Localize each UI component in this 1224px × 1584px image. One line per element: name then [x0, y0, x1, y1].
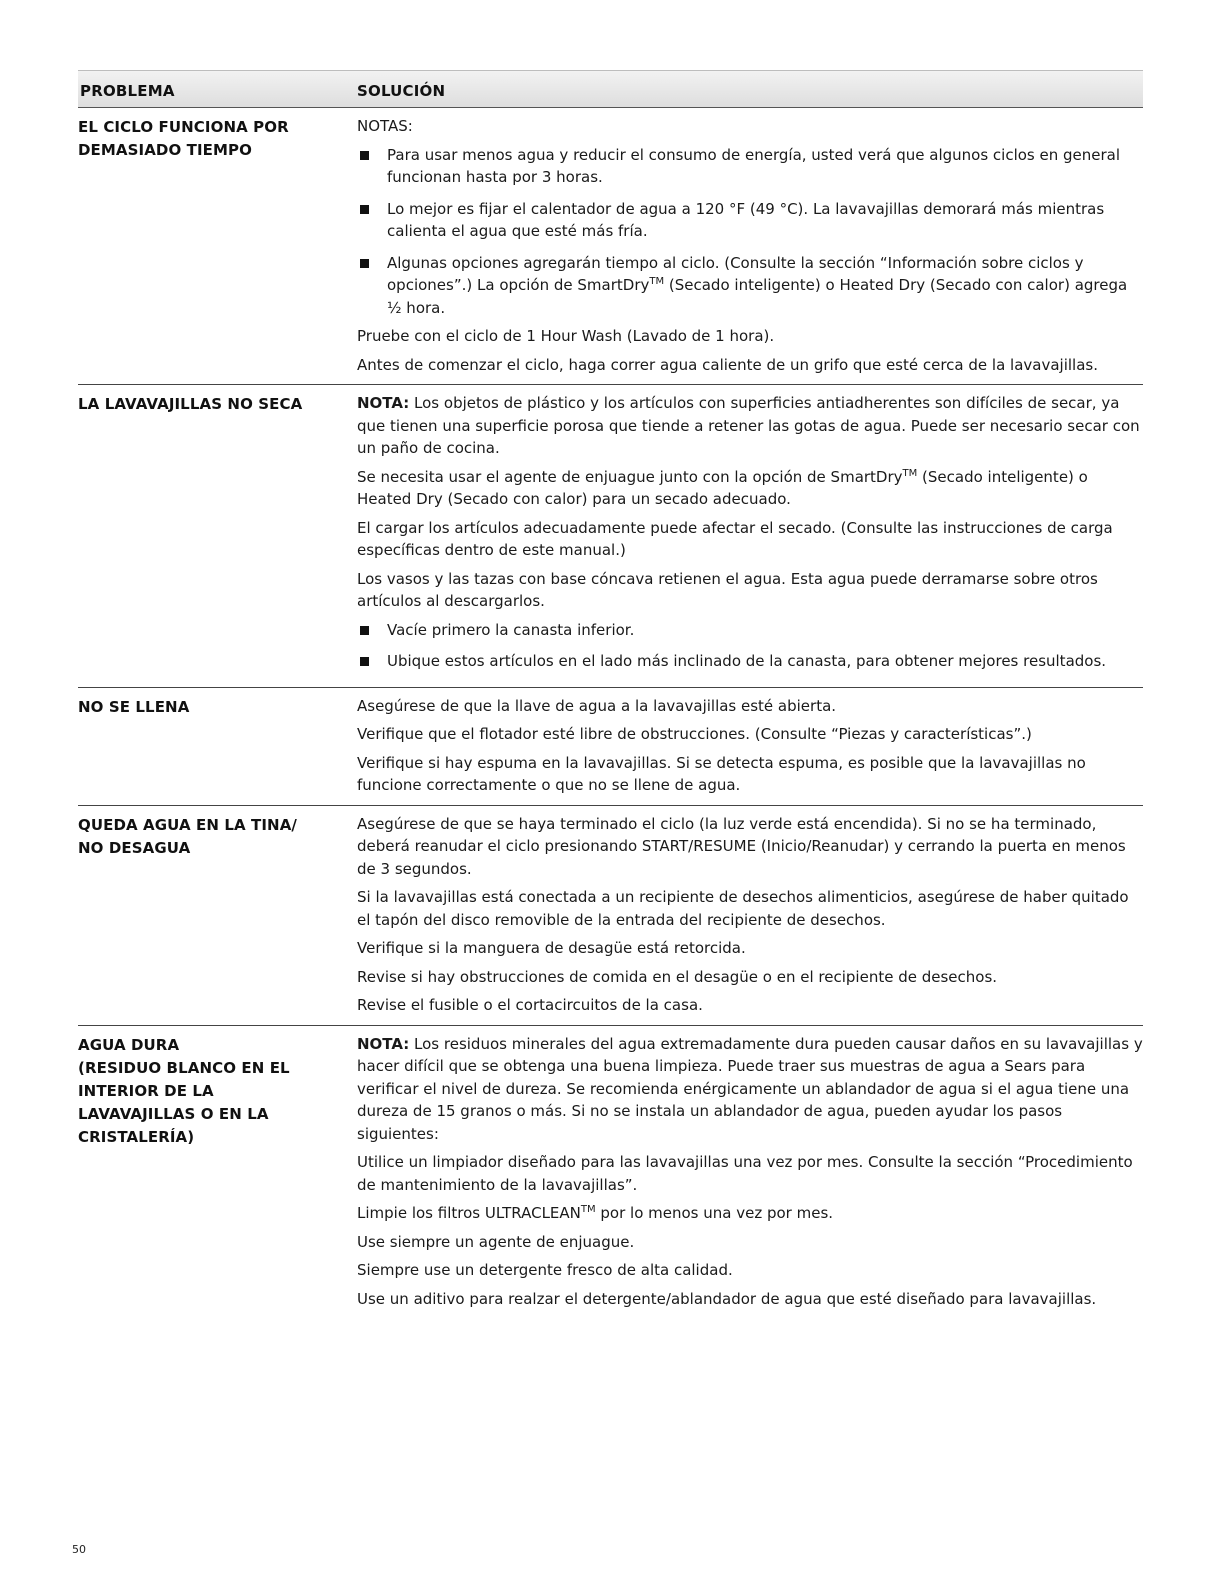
- text: Los residuos minerales del agua extremadamente dura pueden causar daños en su lavavajillas y hacer difícil que se obtenga una buena limpieza. Puede traer sus muestras de agua a Sears para verificar el nivel de dureza. Se recomienda enérgicamente un ablandador de agua si el agua tiene una dureza de 15 granos o más. Si no se instala un ablandador de agua, pueden ayudar los pasos siguientes:: [357, 1034, 1143, 1143]
- paragraph: Antes de comenzar el ciclo, haga correr agua caliente de un grifo que esté cerca de la lavavajillas.: [357, 355, 1098, 374]
- problem-line: LAVAVAJILLAS O EN LA: [78, 1104, 269, 1123]
- problem-cell: [78, 1033, 357, 1311]
- problem-line: DEMASIADO TIEMPO: [78, 141, 252, 159]
- list-item: [357, 252, 1143, 320]
- table-header: [78, 70, 1143, 108]
- paragraph: El cargar los artículos adecuadamente puede afectar el secado. (Consulte las instrucciones de carga específicas dentro de este manual.): [357, 518, 1113, 559]
- problem-cell: [78, 695, 357, 797]
- table-row: [78, 108, 1143, 385]
- trademark: TM: [902, 467, 918, 479]
- trademark: TM: [649, 276, 665, 287]
- paragraph: Verifique si la manguera de desagüe está retorcida.: [357, 939, 746, 957]
- header-problem: PROBLEMA: [80, 82, 175, 100]
- problem-line: (RESIDUO BLANCO EN EL: [78, 1058, 290, 1077]
- text: Los objetos de plástico y los artículos con superficies antiadherentes son difíciles de secar, ya que tienen una superficie porosa que tiende a retener las gotas de agua. Puede ser necesario secar con un paño de cocina.: [357, 394, 1140, 457]
- text: Se necesita usar el agente de enjuague junto con la opción de SmartDry: [357, 467, 903, 486]
- table-row: [78, 806, 1143, 1026]
- text: Limpie los filtros ULTRACLEAN: [357, 1204, 581, 1222]
- table-row: [78, 1026, 1143, 1319]
- paragraph: [357, 1202, 1143, 1225]
- problem-line: INTERIOR DE LA: [78, 1081, 214, 1100]
- solution-cell: [357, 695, 1143, 797]
- problem-line: NO SE LLENA: [78, 697, 190, 716]
- paragraph: Revise el fusible o el cortacircuitos de la casa.: [357, 996, 703, 1014]
- problem-cell: [78, 392, 357, 679]
- problem-line: QUEDA AGUA EN LA TINA/: [78, 815, 297, 834]
- troubleshooting-table: [78, 70, 1143, 1318]
- problem-line: CRISTALERÍA): [78, 1127, 195, 1146]
- solution-cell: [357, 1033, 1143, 1311]
- list-item: Para usar menos agua y reducir el consumo de energía, usted verá que algunos ciclos en general funcionan hasta por 3 horas.: [357, 144, 1143, 189]
- paragraph: Revise si hay obstrucciones de comida en el desagüe o en el recipiente de desechos.: [357, 967, 998, 986]
- text: (Secado inteligente) o Heated Dry (Secado con calor) agrega ½ hora.: [387, 276, 1128, 317]
- note-label: NOTA:: [357, 394, 410, 412]
- text: (Secado inteligente) o Heated Dry (Secado con calor) para un secado adecuado.: [357, 467, 1088, 508]
- problem-line: NO DESAGUA: [78, 838, 191, 857]
- solution-cell: [357, 115, 1143, 376]
- table-row: [78, 688, 1143, 806]
- header-solution: SOLUCIÓN: [357, 82, 446, 100]
- paragraph: Use siempre un agente de enjuague.: [357, 1232, 635, 1251]
- text: por lo menos una vez por mes.: [595, 1204, 834, 1222]
- paragraph: Use un aditivo para realzar el detergente/ablandador de agua que esté diseñado para lavavajillas.: [357, 1289, 1097, 1308]
- note-label: NOTA:: [357, 1034, 410, 1053]
- problem-line: EL CICLO FUNCIONA POR: [78, 118, 289, 136]
- solution-cell: [357, 813, 1143, 1017]
- list-item: Ubique estos artículos en el lado más inclinado de la canasta, para obtener mejores resultados.: [357, 650, 1143, 673]
- problem-cell: [78, 115, 357, 376]
- page-number: 50: [72, 1543, 86, 1556]
- notes-label: NOTAS:: [357, 117, 413, 135]
- text: Algunas opciones agregarán tiempo al ciclo. (Consulte la sección “Información sobre ciclos y opciones”.) La opción de SmartDry: [387, 253, 1084, 294]
- list-item: Lo mejor es fijar el calentador de agua a 120 °F (49 °C). La lavavajillas demorará más mientras calienta el agua que esté más fría.: [357, 198, 1143, 243]
- note-paragraph: [357, 1033, 1143, 1146]
- trademark: TM: [580, 1204, 596, 1215]
- solution-cell: [357, 392, 1143, 679]
- paragraph: Los vasos y las tazas con base cóncava retienen el agua. Esta agua puede derramarse sobre otros artículos al descargarlos.: [357, 569, 1098, 610]
- paragraph: Verifique que el flotador esté libre de obstrucciones. (Consulte “Piezas y características”.): [357, 725, 1032, 743]
- paragraph: Siempre use un detergente fresco de alta calidad.: [357, 1261, 733, 1279]
- problem-line: LA LAVAVAJILLAS NO SECA: [78, 395, 303, 413]
- problem-cell: [78, 813, 357, 1017]
- paragraph: Pruebe con el ciclo de 1 Hour Wash (Lavado de 1 hora).: [357, 327, 775, 345]
- paragraph: Si la lavavajillas está conectada a un recipiente de desechos alimenticios, asegúrese de haber quitado el tapón del disco removible de la entrada del recipiente de desechos.: [357, 888, 1129, 929]
- note-paragraph: [357, 392, 1143, 460]
- paragraph: Verifique si hay espuma en la lavavajillas. Si se detecta espuma, es posible que la lavavajillas no funcione correctamente o que no se llene de agua.: [357, 753, 1086, 794]
- problem-line: AGUA DURA: [78, 1035, 180, 1054]
- paragraph: Utilice un limpiador diseñado para las lavavajillas una vez por mes. Consulte la sección “Procedimiento de mantenimiento de la lavavajillas”.: [357, 1153, 1133, 1194]
- list-item: Vacíe primero la canasta inferior.: [357, 619, 1143, 642]
- paragraph: [357, 466, 1143, 511]
- paragraph: Asegúrese de que la llave de agua a la lavavajillas esté abierta.: [357, 696, 837, 715]
- paragraph: Asegúrese de que se haya terminado el ciclo (la luz verde está encendida). Si no se ha terminado, deberá reanudar el ciclo presionando START/RESUME (Inicio/Reanudar) y cerrando la puerta en menos de 3 segundos.: [357, 814, 1126, 878]
- bullet-list: [357, 144, 1143, 320]
- table-row: [78, 385, 1143, 688]
- bullet-list: [357, 619, 1143, 673]
